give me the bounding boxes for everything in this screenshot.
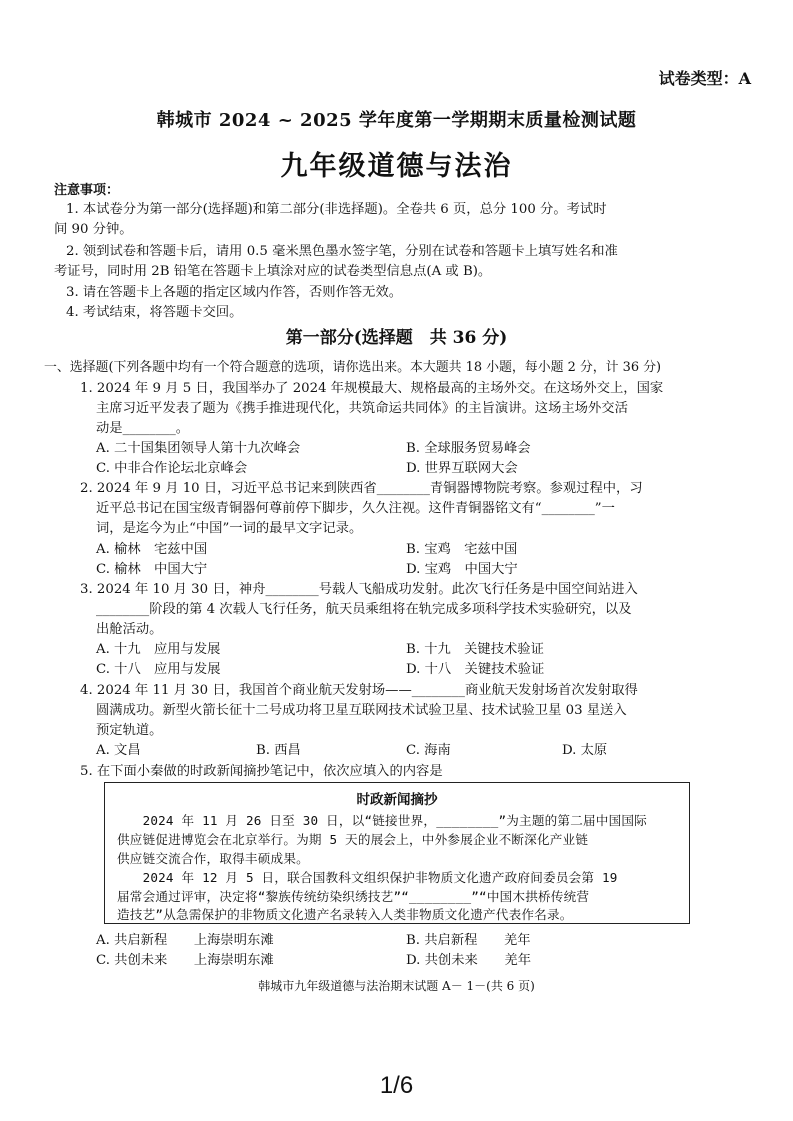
news-line: 2024 年 11 月 26 日至 30 日，以“链接世界，________”为主题的第二届中国国际 bbox=[117, 813, 647, 828]
question-5-option-c: C. 共创未来 上海崇明东滩 bbox=[96, 953, 274, 968]
page-footer: 韩城市九年级道德与法治期末试题 A－ 1－(共 6 页) bbox=[258, 979, 535, 993]
question-2-line: 2. 2024 年 9 月 10 日，习近平总书记来到陕西省________青铜器博物院考察。参观过程中，习 bbox=[80, 481, 643, 496]
question-3-option-c: C. 十八 应用与发展 bbox=[96, 662, 221, 677]
news-line: 供应链促进博览会在北京举行。为期 5 天的展会上，中外参展企业不断深化产业链 bbox=[117, 832, 589, 847]
question-2-option-c: C. 榆林 中国大宁 bbox=[96, 562, 208, 577]
notice-line: 3. 请在答题卡上各题的指定区域内作答，否则作答无效。 bbox=[66, 285, 403, 300]
notice-line: 2. 领到试卷和答题卡后，请用 0.5 毫米黑色墨水签字笔，分别在试卷和答题卡上填写姓名和准 bbox=[66, 244, 618, 259]
notice-line: 考证号，同时用 2B 铅笔在答题卡上填涂对应的试卷类型信息点(A 或 B)。 bbox=[54, 264, 492, 279]
news-line: 2024 年 12 月 5 日，联合国教科文组织保护非物质文化遗产政府间委员会第 19 bbox=[117, 870, 618, 885]
question-1-option-c: C. 中非合作论坛北京峰会 bbox=[96, 461, 248, 476]
question-4-option-c: C. 海南 bbox=[406, 743, 451, 758]
question-2-option-a: A. 榆林 宅兹中国 bbox=[96, 542, 208, 557]
question-4-option-a: A. 文昌 bbox=[96, 743, 141, 758]
question-4-line: 圆满成功。新型火箭长征十二号成功将卫星互联网技术试验卫星、技术试验卫星 03 星送入 bbox=[96, 703, 627, 718]
news-box-title: 时政新闻摘抄 bbox=[356, 792, 438, 808]
question-1-line: 动是________。 bbox=[96, 421, 190, 436]
question-4-option-b: B. 西昌 bbox=[256, 743, 301, 758]
question-5-option-d: D. 共创未来 羌年 bbox=[406, 953, 532, 968]
news-line: 造技艺”从急需保护的非物质文化遗产名录转入人类非物质文化遗产代表作名录。 bbox=[117, 907, 573, 922]
question-1-option-a: A. 二十国集团领导人第十九次峰会 bbox=[96, 441, 301, 456]
question-2-line: 词，是迄今为止“中国”一词的最早文字记录。 bbox=[96, 521, 363, 536]
subject-title: 九年级道德与法治 bbox=[280, 151, 513, 182]
part1-heading: 第一部分(选择题 共 36 分) bbox=[285, 328, 508, 348]
question-4-line: 预定轨道。 bbox=[96, 723, 163, 738]
notice-line: 1. 本试卷分为第一部分(选择题)和第二部分(非选择题)。全卷共 6 页，总分 100 分。考试时 bbox=[66, 202, 607, 217]
question-2-line: 近平总书记在国宝级青铜器何尊前停下脚步，久久注视。这件青铜器铭文有“________”一 bbox=[96, 501, 615, 516]
question-5-option-a: A. 共启新程 上海崇明东滩 bbox=[96, 933, 274, 948]
question-2-option-d: D. 宝鸡 中国大宁 bbox=[406, 562, 518, 577]
news-line: 届常会通过评审，决定将“黎族传统纺染织绣技艺”“________”“中国木拱桥传统营 bbox=[117, 889, 590, 904]
question-1-line: 主席习近平发表了题为《携手推进现代化，共筑命运共同体》的主旨演讲。这场主场外交活 bbox=[96, 401, 628, 416]
notice-line: 4. 考试结束，将答题卡交回。 bbox=[66, 305, 243, 320]
notice-heading: 注意事项： bbox=[54, 183, 120, 198]
news-excerpt-box bbox=[104, 782, 690, 924]
question-3-line: 出舱活动。 bbox=[96, 622, 163, 637]
paper-type: 试卷类型：A bbox=[658, 69, 751, 88]
page-indicator: 1/6 bbox=[379, 1072, 414, 1099]
question-5-option-b: B. 共启新程 羌年 bbox=[406, 933, 531, 948]
question-1-line: 1. 2024 年 9 月 5 日，我国举办了 2024 年规模最大、规格最高的主场外交。在这场外交上，国家 bbox=[80, 381, 664, 396]
question-3-option-d: D. 十八 关键技术验证 bbox=[406, 662, 545, 677]
question-3-line: ________阶段的第 4 次载人飞行任务，航天员乘组将在轨完成多项科学技术实验研究，以及 bbox=[96, 602, 632, 617]
news-line: 供应链交流合作，取得丰硕成果。 bbox=[117, 851, 309, 866]
question-3-option-b: B. 十九 关键技术验证 bbox=[406, 642, 544, 657]
question-5-stem: 5. 在下面小秦做的时政新闻摘抄笔记中，依次应填入的内容是 bbox=[80, 764, 443, 779]
question-3-option-a: A. 十九 应用与发展 bbox=[96, 642, 221, 657]
question-1-option-b: B. 全球服务贸易峰会 bbox=[406, 441, 531, 456]
question-3-line: 3. 2024 年 10 月 30 日，神舟________号载人飞船成功发射。此次飞行任务是中国空间站进入 bbox=[80, 582, 638, 597]
question-4-line: 4. 2024 年 11 月 30 日，我国首个商业航天发射场——________商业航天发射场首次发射取得 bbox=[80, 683, 638, 698]
exam-title: 韩城市 2024 ~ 2025 学年度第一学期期末质量检测试题 bbox=[156, 110, 637, 131]
question-1-option-d: D. 世界互联网大会 bbox=[406, 461, 518, 476]
question-2-option-b: B. 宝鸡 宅兹中国 bbox=[406, 542, 518, 557]
notice-line: 间 90 分钟。 bbox=[54, 222, 133, 237]
part1-instruction: 一、选择题(下列各题中均有一个符合题意的选项，请你选出来。本大题共 18 小题，每小题 2 分，计 36 分) bbox=[44, 360, 662, 375]
question-4-option-d: D. 太原 bbox=[562, 743, 608, 758]
